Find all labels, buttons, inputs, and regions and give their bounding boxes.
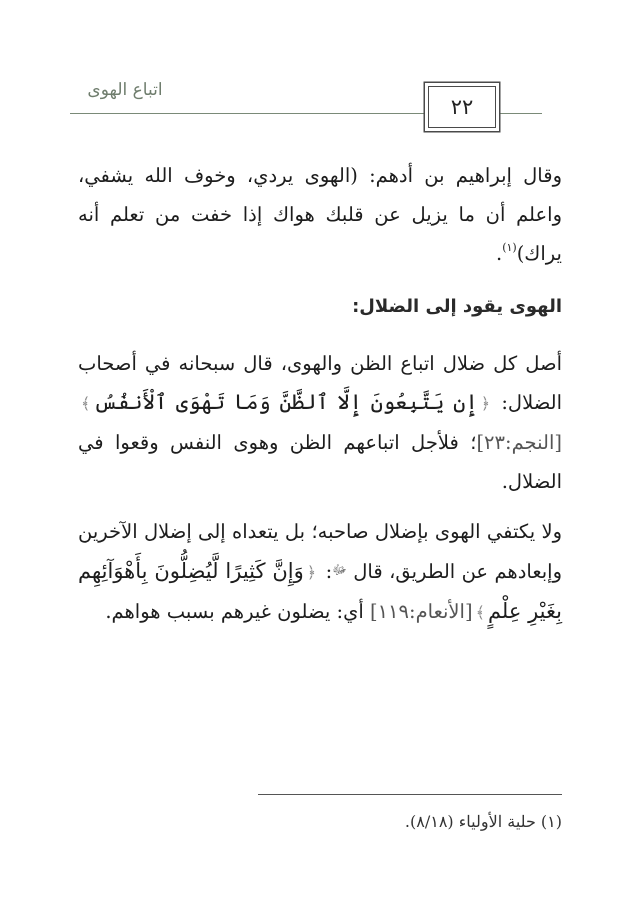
footnote-rule	[258, 794, 562, 795]
page-number-box	[428, 86, 496, 128]
paragraph-1	[78, 156, 562, 273]
ornate-bracket-close: ﴾	[475, 603, 485, 622]
verse-reference-najm: [النجم:٢٣]	[476, 431, 562, 454]
ornate-bracket-open: ﴿	[480, 394, 491, 413]
paragraph-3-rest: أي: يضلون غيرهم بسبب هواهم.	[105, 600, 370, 623]
paragraph-2	[78, 344, 562, 501]
paragraph-2-rest: ؛ فلأجل اتباعهم الظن وهوى النفس وقعوا في الضلال.	[78, 431, 562, 493]
quran-verse-anam: وَإِنَّ كَثِيرًا لَّيُضِلُّونَ بِأَهْوَآئِهِم بِغَيْرِ عِلْمٍ	[78, 559, 562, 623]
paragraph-1-text: وقال إبراهيم بن أدهم: (الهوى يردي، وخوف الله يشفي، واعلم أن ما يزيل عن قلبك هواك إذا خفت من تعلم أنه يراك)	[78, 164, 562, 265]
paragraph-1-end: .	[495, 242, 503, 265]
paragraph-3-intro: ولا يكتفي الهوى بإضلال صاحبه؛ بل يتعداه إلى إضلال الآخرين وإبعادهم عن الطريق، قال	[78, 520, 563, 583]
paragraph-3	[78, 512, 562, 632]
footnote-marker[interactable]: (١)	[502, 241, 517, 254]
paragraph-3-colon: :	[325, 560, 333, 583]
section-heading: الهوى يقود إلى الضلال:	[352, 296, 562, 317]
honorific-glyph: ﷻ	[332, 563, 347, 578]
running-head: اتباع الهوى	[87, 80, 163, 100]
paragraph-2-intro: أصل كل ضلال اتباع الظن والهوى، قال سبحانه في أصحاب الضلال:	[78, 352, 562, 414]
ornate-bracket-close: ﴾	[81, 394, 91, 413]
quran-verse-najm: إِن يَتَّبِعُونَ إِلَّا ٱلظَّنَّ وَمَا تَهْوَى ٱلْأَنفُسُ	[93, 390, 478, 414]
page-number: ٢٢	[450, 95, 474, 119]
ornate-bracket-open: ﴿	[306, 563, 317, 582]
footnote: (١) حلية الأولياء (٨/١٨).	[404, 812, 562, 831]
verse-reference-anam: [الأنعام:١١٩]	[369, 600, 473, 623]
